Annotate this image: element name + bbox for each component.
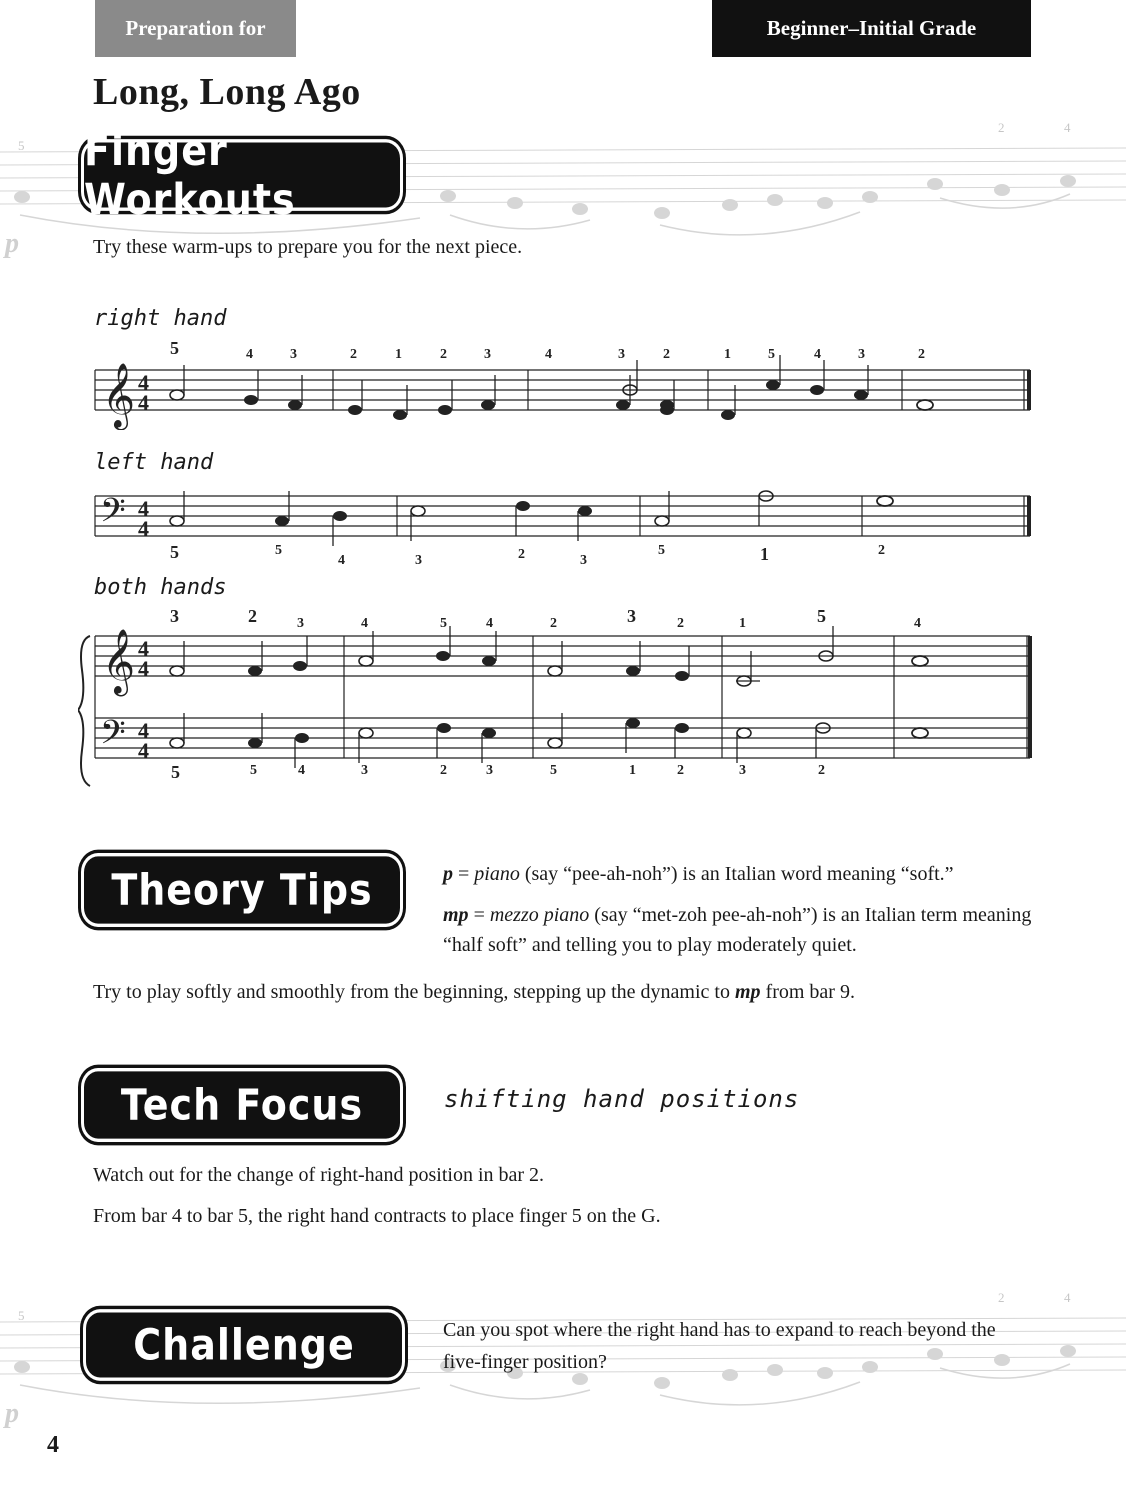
bh-bass-finger: 5 <box>550 763 557 778</box>
svg-text:4: 4 <box>138 390 149 415</box>
p-term: piano <box>474 863 520 885</box>
lh-finger: 3 <box>415 553 422 568</box>
bh-treble-finger: 2 <box>248 606 257 626</box>
theory-tips-badge-label: Theory Tips <box>111 865 373 915</box>
bh-bass-finger: 5 <box>171 762 180 782</box>
svg-text:4: 4 <box>138 718 149 743</box>
bh-bass-finger: 1 <box>629 763 636 778</box>
left-hand-label: left hand <box>94 450 214 475</box>
svg-text:𝄢: 𝄢 <box>100 492 126 537</box>
bh-bass-finger: 2 <box>440 763 447 778</box>
mp-symbol: mp <box>443 904 469 926</box>
rh-finger: 2 <box>350 347 357 362</box>
svg-text:4: 4 <box>138 738 149 763</box>
rh-finger: 1 <box>724 347 731 362</box>
lh-finger: 5 <box>658 543 665 558</box>
left-hand-staff <box>90 480 1035 570</box>
preparation-tag: Preparation for <box>95 0 296 57</box>
bg-finger-2: 2 <box>998 120 1005 135</box>
mp-desc: (say “met-zoh pee-ah-noh”) is an Italian term meaning “half soft” and telling you to play moderately quiet. <box>443 904 1032 956</box>
bh-treble-finger: 5 <box>440 616 447 631</box>
challenge-text: Can you spot where the right hand has to expand to reach beyond the five-finger position? <box>443 1319 996 1373</box>
bh-treble-finger: 3 <box>627 606 636 626</box>
svg-text:𝄢: 𝄢 <box>100 714 126 759</box>
bg-dynamic-p: p <box>5 1398 19 1429</box>
finger-workouts-badge <box>84 125 400 225</box>
rh-finger: 2 <box>918 347 925 362</box>
right-hand-staff <box>90 330 1035 430</box>
dynamics-advice <box>93 977 1093 1007</box>
bh-treble-finger: 2 <box>677 616 684 631</box>
svg-text:4: 4 <box>138 656 149 681</box>
bh-bass-finger: 4 <box>298 763 305 778</box>
rh-finger: 4 <box>246 347 253 362</box>
bh-treble-finger: 3 <box>170 606 179 626</box>
bg-finger-4: 4 <box>1064 1290 1071 1305</box>
rh-finger: 5 <box>768 347 775 362</box>
tech-focus-subtitle: shifting hand positions <box>444 1085 800 1113</box>
bh-treble-finger: 2 <box>550 616 557 631</box>
page-number: 4 <box>47 1432 59 1458</box>
rh-finger: 4 <box>545 347 552 362</box>
lh-finger: 5 <box>275 543 282 558</box>
rh-finger: 3 <box>618 347 625 362</box>
lh-finger: 3 <box>580 553 587 568</box>
mp-eq: = <box>468 904 490 926</box>
finger-workouts-badge-label: Finger Workouts <box>84 125 296 225</box>
lh-finger: 5 <box>170 542 179 562</box>
bg-finger-2: 2 <box>998 1290 1005 1305</box>
lh-finger: 2 <box>878 543 885 558</box>
bh-bass-finger: 3 <box>361 763 368 778</box>
lh-finger: 2 <box>518 547 525 562</box>
lh-finger: 1 <box>760 544 769 564</box>
svg-text:𝄞: 𝄞 <box>102 365 136 427</box>
advice-mp-symbol: mp <box>734 981 761 1003</box>
rh-finger: 2 <box>663 347 670 362</box>
bh-bass-finger: 3 <box>739 763 746 778</box>
finger-workouts-intro: Try these warm-ups to prepare you for the next piece. <box>93 236 523 258</box>
tech-focus-line1: Watch out for the change of right-hand position in bar 2. <box>93 1164 545 1186</box>
mp-term: mezzo piano <box>489 904 590 926</box>
rh-finger: 3 <box>484 347 491 362</box>
bh-bass-finger: 2 <box>677 763 684 778</box>
both-hands-label: both hands <box>94 575 227 600</box>
both-hands-grand-staff <box>78 600 1038 790</box>
piano-definition <box>443 859 1043 889</box>
rh-finger: 4 <box>814 347 821 362</box>
tech-focus-line2: From bar 4 to bar 5, the right hand contracts to place finger 5 on the G. <box>93 1205 661 1227</box>
challenge-badge-label: Challenge <box>133 1320 355 1370</box>
rh-finger: 2 <box>440 347 447 362</box>
grade-tag: Beginner–Initial Grade <box>712 0 1031 57</box>
bh-treble-finger: 3 <box>297 616 304 631</box>
bh-treble-finger: 5 <box>817 606 826 626</box>
challenge-badge <box>86 1313 402 1378</box>
tech-focus-badge-label: Tech Focus <box>120 1080 364 1130</box>
bh-bass-finger: 5 <box>250 763 257 778</box>
bh-treble-finger: 4 <box>486 616 493 631</box>
rh-finger: 3 <box>858 347 865 362</box>
lh-finger: 4 <box>338 553 345 568</box>
bh-bass-finger: 2 <box>818 763 825 778</box>
theory-tips-badge <box>84 856 400 923</box>
tech-focus-badge <box>84 1071 400 1138</box>
bg-finger-4: 4 <box>1064 120 1071 135</box>
svg-text:4: 4 <box>138 370 149 395</box>
bh-bass-finger: 3 <box>486 763 493 778</box>
bh-treble-finger: 1 <box>739 616 746 631</box>
p-symbol: p <box>443 863 453 885</box>
svg-text:𝄞: 𝄞 <box>102 631 136 693</box>
page-title: Long, Long Ago <box>93 71 361 113</box>
rh-finger: 1 <box>395 347 402 362</box>
svg-text:4: 4 <box>138 516 149 541</box>
p-desc: (say “pee-ah-noh”) is an Italian word meaning “soft.” <box>519 863 954 885</box>
bg-finger-5: 5 <box>18 1308 25 1323</box>
bh-treble-finger: 4 <box>914 616 921 631</box>
bg-dynamic-p: p <box>5 228 19 259</box>
p-eq: = <box>453 863 475 885</box>
mezzo-piano-definition <box>443 900 1043 960</box>
svg-text:4: 4 <box>138 496 149 521</box>
rh-finger: 5 <box>170 338 179 358</box>
bh-treble-finger: 4 <box>361 616 368 631</box>
right-hand-label: right hand <box>94 306 227 331</box>
svg-text:4: 4 <box>138 636 149 661</box>
bg-finger-5: 5 <box>18 138 25 153</box>
advice-part1: Try to play softly and smoothly from the beginning, stepping up the dynamic to <box>93 981 735 1003</box>
rh-finger: 3 <box>290 347 297 362</box>
advice-part2: from bar 9. <box>760 981 855 1003</box>
